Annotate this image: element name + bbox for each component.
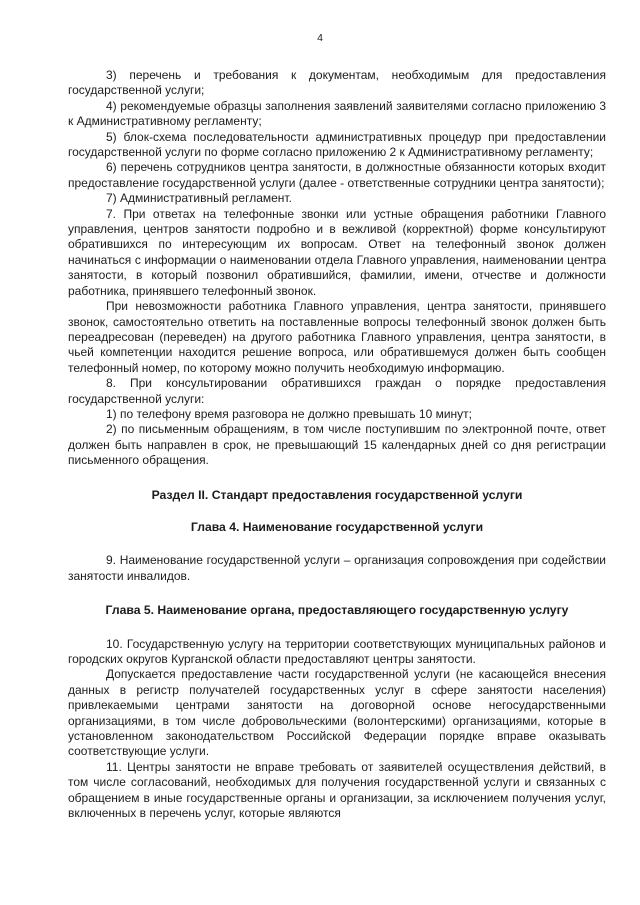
paragraph-10: 10. Государственную услугу на территории соответствующих муниципальных районов и городских округов Курганской области предоставляют центры занятости.	[68, 636, 606, 666]
document-body	[68, 68, 606, 821]
paragraph-8-item-1: 1) по телефону время разговора не должно превышать 10 минут;	[106, 406, 472, 421]
paragraph-10-continued: Допускается предоставление части государственной услуги (не касающейся внесения данных в регистр получателей государственных услуг в сфере занятости населения) привлекаемыми центрами занятости на договорной основе негосударственными организациями, в том числе добровольческими (волонтерскими) организациями, которые в установленном законодательством Российской Федерации порядке вправе оказывать соответствующие услуги.	[68, 667, 606, 759]
chapter-5-heading: Глава 5. Наименование органа, предоставляющего государственную услугу	[105, 603, 569, 618]
paragraph-7-continued: При невозможности работника Главного управления, центра занятости, принявшего звонок, самостоятельно ответить на поставленные вопросы телефонный звонок должен быть переадресован (переведен) на другого работника Главного управления, центра занятости, в чьей компетенции находится решение вопроса, или обратившемуся должен быть сообщен телефонный номер, по которому можно получить необходимую информацию.	[68, 299, 606, 375]
paragraph-list-item-7: 7) Административный регламент.	[106, 191, 292, 206]
section-heading: Раздел II. Стандарт предоставления государственной услуги	[151, 487, 523, 502]
paragraph-8: 8. При консультировании обратившихся граждан о порядке предоставления государственной услуги:	[68, 376, 606, 406]
page-number: 4	[317, 32, 323, 44]
paragraph-7: 7. При ответах на телефонные звонки или устные обращения работники Главного управления, центров занятости подробно и в вежливой (корректной) форме консультируют обратившихся по интересующим их вопросам. Ответ на телефонный звонок должен начинаться с информации о наименовании отдела Главного управления, наименовании центра занятости, в который позвонил обратившийся, фамилии, имени, отчестве и должности работника, принявшего телефонный звонок.	[68, 206, 606, 298]
chapter-4-heading: Глава 4. Наименование государственной услуги	[190, 519, 484, 534]
paragraph-9: 9. Наименование государственной услуги – организация сопровождения при содействии занятости инвалидов.	[68, 553, 606, 583]
paragraph-11: 11. Центры занятости не вправе требовать от заявителей осуществления действий, в том числе согласований, необходимых для получения государственной услуги и связанных с обращением в иные государственные органы и организации, за исключением получения услуг, включенных в перечень услуг, которые являются	[68, 759, 606, 821]
paragraph-8-item-2: 2) по письменным обращениям, в том числе поступившим по электронной почте, ответ должен быть направлен в срок, не превышающий 15 календарных дней со дня регистрации письменного обращения.	[68, 422, 606, 468]
paragraph-list-item-3: 3) перечень и требования к документам, необходимым для предоставления государственной услуги;	[68, 68, 606, 98]
paragraph-list-item-4: 4) рекомендуемые образцы заполнения заявлений заявителями согласно приложению 3 к Административному регламенту;	[68, 98, 606, 129]
paragraph-list-item-6: 6) перечень сотрудников центра занятости, в должностные обязанности которых входит предоставление государственной услуги (далее - ответственные сотрудники центра занятости);	[68, 160, 606, 190]
paragraph-list-item-5: 5) блок-схема последовательности административных процедур при предоставлении государственной услуги по форме согласно приложению 2 к Административному регламенту;	[68, 129, 606, 160]
